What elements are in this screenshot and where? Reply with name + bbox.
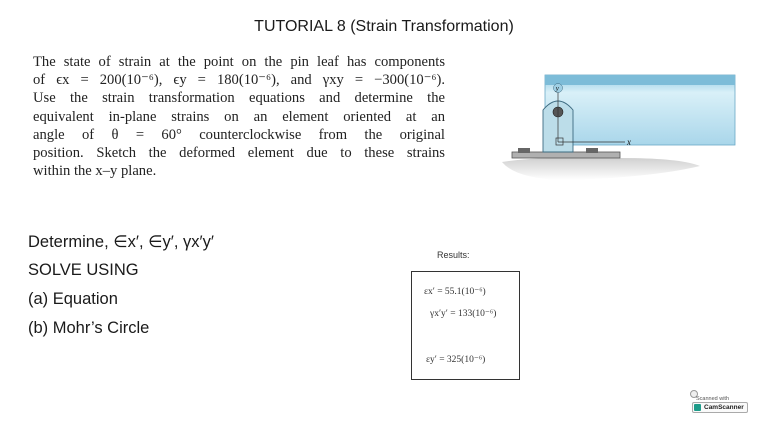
pin-leaf-figure (500, 70, 740, 190)
camscanner-watermark (690, 390, 752, 416)
pin-leaf-drawing (500, 70, 740, 190)
results-box (411, 271, 520, 380)
method-a: (a) Equation (28, 290, 118, 308)
problem-statement (33, 53, 445, 180)
result-gxy: γx′y′ = 133(10⁻⁶) (430, 309, 497, 319)
result-ey: εy′ = 325(10⁻⁶) (426, 355, 486, 365)
beam (545, 75, 735, 145)
result-ex: εx′ = 55.1(10⁻⁶) (424, 287, 486, 297)
method-b: (b) Mohr’s Circle (28, 319, 150, 337)
camscanner-logo-icon (694, 404, 701, 411)
problem-line-5: angle of θ = 60° counterclockwise from the original (33, 126, 445, 143)
problem-line-1: The state of strain at the point on the pin leaf has components (33, 54, 445, 70)
solve-using-line: SOLVE USING (28, 261, 139, 279)
task-list (28, 232, 214, 348)
problem-line-2: of ϵx = 200(10⁻⁶), ϵy = 180(10⁻⁶), and γxy = −300(10⁻⁶). (33, 72, 445, 89)
determine-line: Determine, ∈x′, ∈y′, γx′y′ (28, 233, 214, 251)
ground (502, 158, 700, 181)
problem-line-7: within the x–y plane. (33, 163, 157, 180)
x-axis-label: x (627, 137, 631, 147)
bolt-left (518, 148, 530, 153)
page-title: TUTORIAL 8 (Strain Transformation) (254, 18, 514, 35)
problem-line-4: equivalent in-plane strains on an element oriented at an (33, 108, 445, 125)
watermark-brand: CamScanner (692, 402, 748, 413)
problem-line-3: Use the strain transformation equations and determine the (33, 90, 445, 107)
results-label: Results: (437, 250, 470, 260)
watermark-tagline: Scanned with (696, 396, 730, 402)
beam-flange (545, 75, 735, 85)
y-axis-label: y (555, 84, 559, 93)
bolt-right (586, 148, 598, 153)
problem-line-6: position. Sketch the deformed element due to these strains (33, 145, 445, 162)
